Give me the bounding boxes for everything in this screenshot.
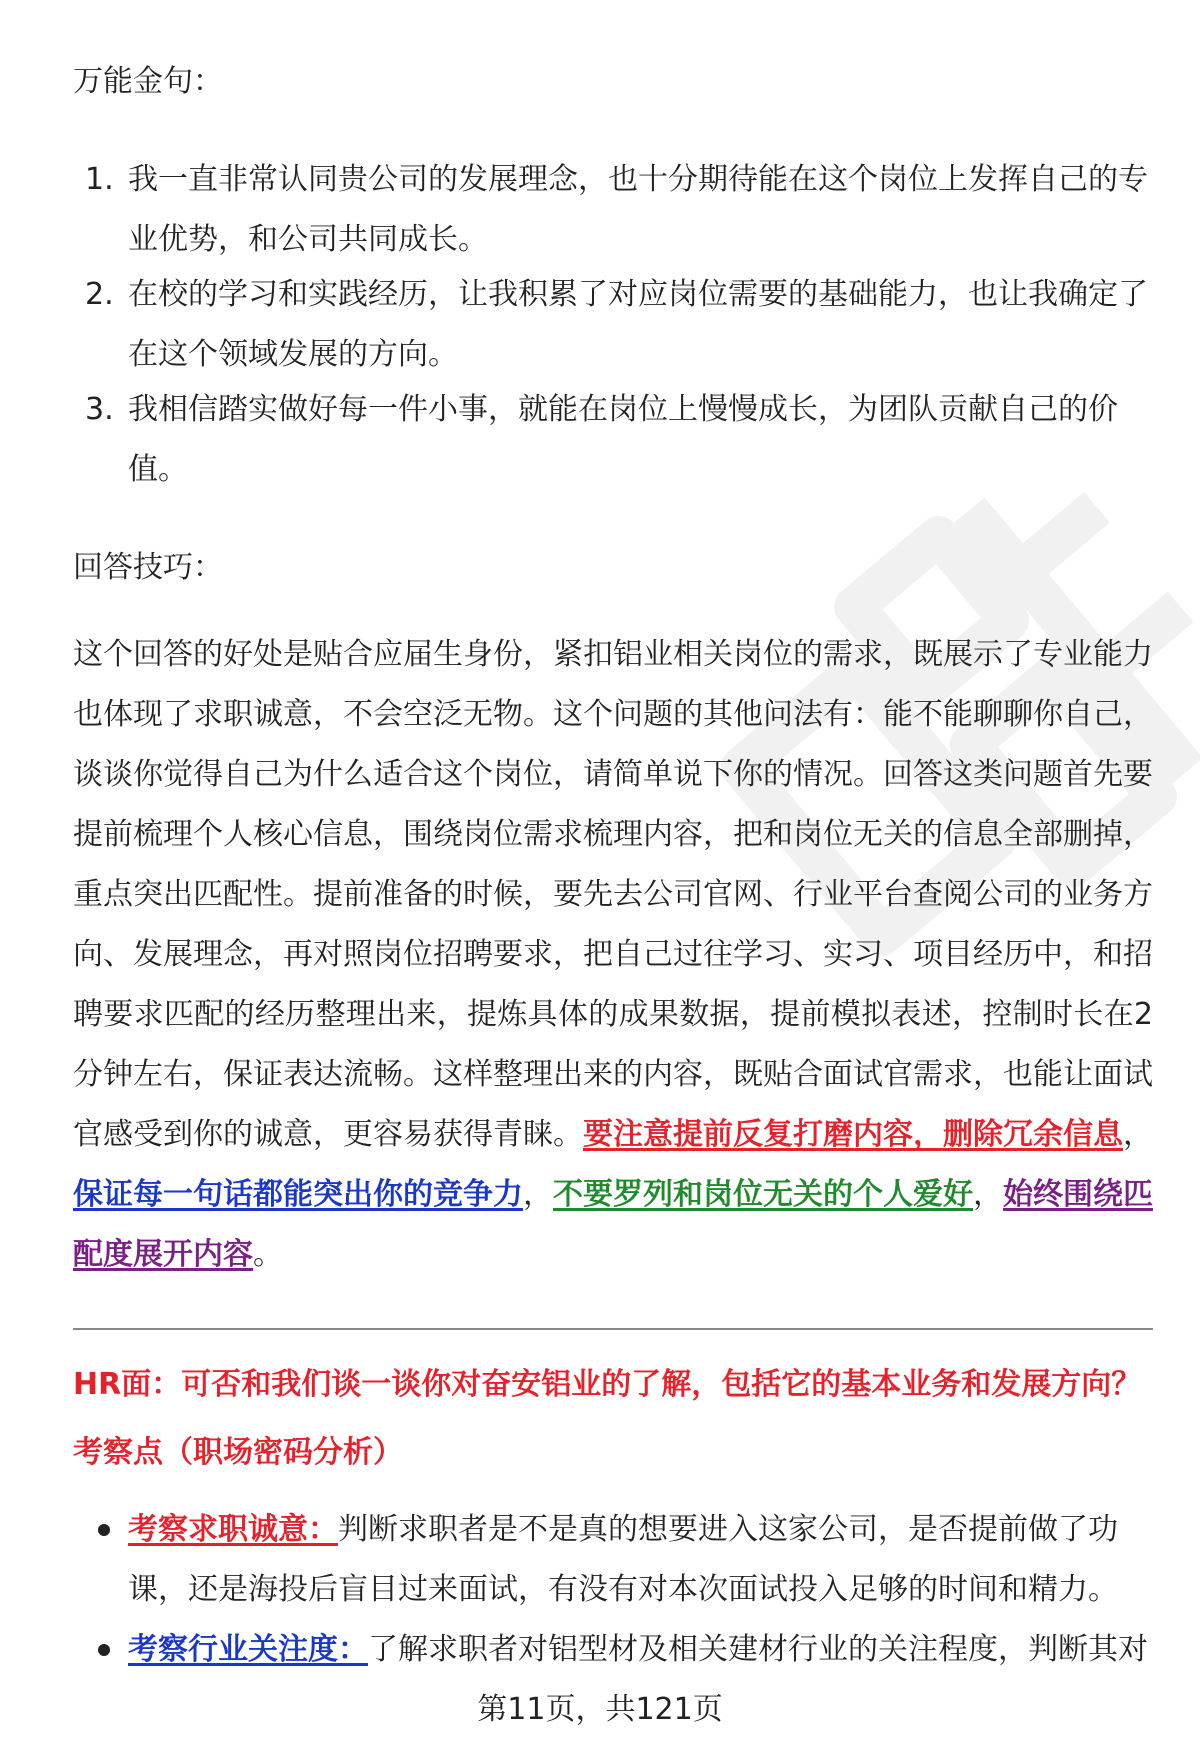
list-item-text: 我相信踏实做好每一件小事，就能在岗位上慢慢成长，为团队贡献自己的价值。 xyxy=(128,392,1118,487)
assessment-text: 判断求职者是不是真的想要进入这家公司，是否提前做了功课，还是海投后盲目过来面试，有没有对本次面试投入足够的时间和精力。 xyxy=(128,1512,1118,1607)
golden-sentences-list xyxy=(73,150,1153,500)
section-divider xyxy=(73,1328,1153,1330)
list-item-text: 在校的学习和实践经历，让我积累了对应岗位需要的基础能力，也让我确定了在这个领域发展的方向。 xyxy=(128,277,1148,372)
paragraph-end: 。 xyxy=(253,1237,283,1272)
list-item-text: 我一直非常认同贵公司的发展理念，也十分期待能在这个岗位上发挥自己的专业优势，和公司共同成长。 xyxy=(128,162,1148,257)
separator: ， xyxy=(523,1177,553,1212)
list-item xyxy=(73,1500,1153,1620)
answer-tips-paragraph xyxy=(73,625,1153,1285)
assessment-label: 考察求职诚意： xyxy=(128,1512,338,1547)
bullet-icon xyxy=(98,1524,110,1536)
highlight-purple: 始终围绕匹配度展开内容 xyxy=(73,1177,1153,1272)
list-number: 2. xyxy=(85,277,114,312)
separator: ， xyxy=(973,1177,1003,1212)
assessment-text: 了解求职者对铝型材及相关建材行业的关注程度，判断其对 xyxy=(368,1632,1148,1667)
highlight-red: 要注意提前反复打磨内容，删除冗余信息 xyxy=(583,1117,1123,1152)
hr-question: HR面：可否和我们谈一谈你对奋安铝业的了解，包括它的基本业务和发展方向？ xyxy=(73,1367,1142,1402)
highlight-blue: 保证每一句话都能突出你的竞争力 xyxy=(73,1177,523,1212)
assessment-list xyxy=(73,1500,1153,1680)
bullet-icon xyxy=(98,1644,110,1656)
highlight-green: 不要罗列和岗位无关的个人爱好 xyxy=(553,1177,973,1212)
list-item xyxy=(73,1620,1153,1680)
list-number: 1. xyxy=(85,162,114,197)
list-number: 3. xyxy=(85,392,114,427)
list-item xyxy=(73,150,1153,270)
golden-sentences-heading: 万能金句： xyxy=(73,64,223,99)
list-item xyxy=(73,265,1153,385)
list-item xyxy=(73,380,1153,500)
separator: ， xyxy=(1123,1117,1153,1152)
page-footer: 第11页，共121页 xyxy=(477,1692,723,1727)
paragraph-body: 这个回答的好处是贴合应届生身份，紧扣铝业相关岗位的需求，既展示了专业能力也体现了求职诚意，不会空泛无物。这个问题的其他问法有：能不能聊聊你自己，谈谈你觉得自己为什么适合这个岗位，请简单说下你的情况。回答这类问题首先要提前梳理个人核心信息，围绕岗位需求梳理内容，把和岗位无关的信息全部删掉，重点突出匹配性。提前准备的时候，要先去公司官网、行业平台查阅公司的业务方向、发展理念，再对照岗位招聘要求，把自己过往学习、实习、项目经历中，和招聘要求匹配的经历整理出来，提炼具体的成果数据，提前模拟表述，控制时长在2分钟左右，保证表达流畅。这样整理出来的内容，既贴合面试官需求，也能让面试官感受到你的诚意，更容易获得青睐。 xyxy=(73,637,1153,1152)
assessment-label: 考察行业关注度： xyxy=(128,1632,368,1667)
assessment-heading: 考察点（职场密码分析） xyxy=(73,1435,403,1470)
answer-tips-heading: 回答技巧： xyxy=(73,550,223,585)
